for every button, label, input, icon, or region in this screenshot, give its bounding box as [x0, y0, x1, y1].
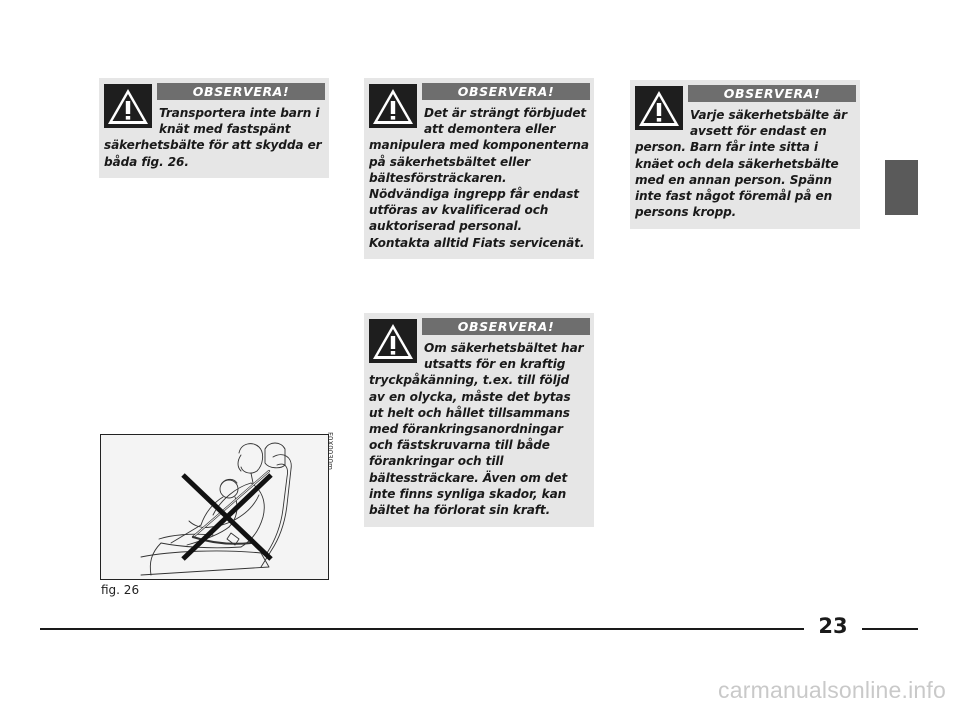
- seat-belt-child-drawing: [101, 435, 327, 578]
- text-line: inte fast något föremål på en: [635, 189, 833, 204]
- warning-text: [635, 107, 859, 220]
- text-line: manipulera med komponenterna: [369, 138, 589, 153]
- text-line: bältessträckare. Även om det: [369, 470, 568, 485]
- text-line: person. Barn får inte sitta i: [635, 140, 818, 155]
- figure-code: F0X0030m: [326, 432, 334, 470]
- text-line: med en annan person. Spänn: [635, 172, 832, 187]
- text-line: båda fig. 26.: [104, 154, 189, 169]
- warning-text: [369, 105, 593, 251]
- text-line: att demontera eller: [424, 122, 556, 137]
- figure-26-illustration: [100, 434, 329, 580]
- warning-text: [104, 105, 328, 170]
- page-number: 23: [818, 614, 848, 638]
- text-line: Det är strängt förbjudet: [424, 106, 587, 120]
- warning-box-4: [364, 313, 594, 527]
- warning-box-1: [99, 78, 329, 178]
- text-line: Nödvändiga ingrepp får endast: [369, 187, 579, 202]
- text-line: bältesförsträckaren.: [369, 170, 507, 185]
- warning-box-2: [364, 78, 594, 259]
- text-line: bältet ha förlorat sin kraft.: [369, 503, 551, 518]
- text-line: ut helt och hållet tillsammans: [369, 405, 570, 420]
- text-line: auktoriserad personal.: [369, 219, 523, 234]
- text-line: Varje säkerhetsbälte är: [690, 108, 848, 122]
- warning-heading: OBSERVERA!: [688, 85, 856, 102]
- warning-box-3: [630, 80, 860, 229]
- text-line: tryckpåkänning, t.ex. till följd: [369, 373, 570, 388]
- text-line: och fästskruvarna till både: [369, 438, 550, 453]
- text-line: av en olycka, måste det bytas: [369, 389, 571, 404]
- text-line: på säkerhetsbältet eller: [369, 154, 531, 169]
- text-line: Om säkerhetsbältet har: [424, 341, 584, 355]
- text-line: utföras av kvalificerad och: [369, 203, 549, 218]
- text-line: avsett för endast en: [690, 124, 827, 139]
- text-line: persons kropp.: [635, 205, 737, 220]
- text-line: säkerhetsbälte för att skydda er: [104, 138, 322, 153]
- figure-caption: fig. 26: [101, 583, 140, 597]
- text-line: förankringar och till: [369, 454, 504, 469]
- text-line: med förankringsanordningar: [369, 422, 563, 437]
- footer-rule: [40, 628, 804, 630]
- text-line: inte finns synliga skador, kan: [369, 486, 567, 501]
- warning-heading: OBSERVERA!: [422, 83, 590, 100]
- section-tab: [885, 160, 918, 215]
- footer-rule: [862, 628, 918, 630]
- text-line: knät med fastspänt: [159, 122, 291, 137]
- text-line: Transportera inte barn i: [159, 106, 320, 120]
- warning-text: [369, 340, 593, 518]
- watermark: carmanualsonline.info: [718, 677, 946, 703]
- warning-heading: OBSERVERA!: [422, 318, 590, 335]
- text-line: Kontakta alltid Fiats servicenät.: [369, 235, 585, 250]
- text-line: knäet och dela säkerhetsbälte: [635, 156, 839, 171]
- warning-heading: OBSERVERA!: [157, 83, 325, 100]
- text-line: utsatts för en kraftig: [424, 357, 566, 372]
